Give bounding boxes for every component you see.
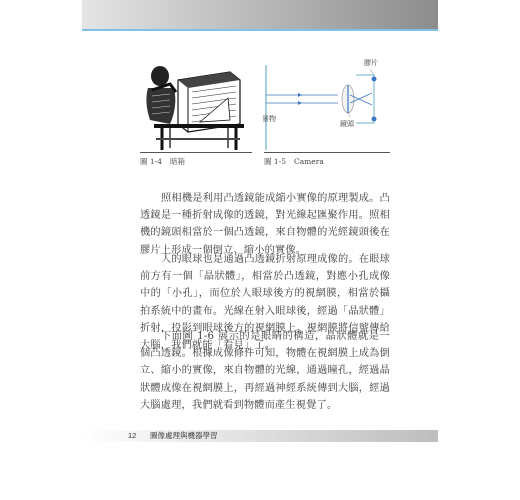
scene-label: 景物 [262, 115, 276, 123]
paragraph-1-text: 照相機是利用凸透鏡能成縮小實像的原理製成。凸透鏡是一種折射成像的透鏡，對光線起匯聚作用。照相機的鏡頭相當於一個凸透鏡，來自物體的光經鏡頭後在膠片上形成一個倒立、縮小的實像。 [140, 193, 390, 256]
figure-4-number: 圖 1-4 [140, 157, 162, 166]
paragraph-3 [140, 328, 390, 414]
page-number: 12 [128, 431, 137, 440]
film-label: 膠片 [364, 59, 378, 67]
camera-diagram [258, 55, 388, 155]
paragraph-3-text: 下面圖 1-6 展示的是眼睛的構造，晶狀體就是一個凸透鏡。根據成像條件可知，物體在視網膜上成為倒立、縮小的實像，來自物體的光線，通過瞳孔，經過晶狀體成像在視網膜上，再經過神經系統傳到大腦，經過大腦處理，我們就看到物體而產生視覺了。 [140, 331, 390, 411]
lens-label: 鏡頭 [340, 120, 354, 128]
figure-4-rule [140, 152, 252, 153]
figure-5-rule [264, 152, 390, 153]
figure-5-title: Camera [293, 157, 324, 166]
camera-obscura-illustration [140, 58, 245, 150]
paragraph-1 [140, 190, 390, 259]
page-header-accent-line [82, 29, 438, 31]
paragraph-2-text: 人的眼球也是通過凸透鏡折射原理成像的。在眼球前方有一個「晶狀體」，相當於凸透鏡，對應小孔成像中的「小孔」，而位於人眼球後方的視網膜，相當於攝拍系統中的畫布。光線在射入眼球後，經過「晶狀體」折射，投影到眼球後方的視網膜上。視網膜將信號傳給大腦，我們就能「看見」了。 [140, 254, 390, 352]
figure-4-title: 暗箱 [169, 157, 185, 166]
figure-4-caption [140, 156, 193, 167]
page-header-band [82, 0, 438, 30]
figure-5-caption [264, 156, 332, 167]
figure-5-number: 圖 1-5 [264, 157, 286, 166]
book-title: 圖像處理與機器學習 [150, 431, 218, 440]
